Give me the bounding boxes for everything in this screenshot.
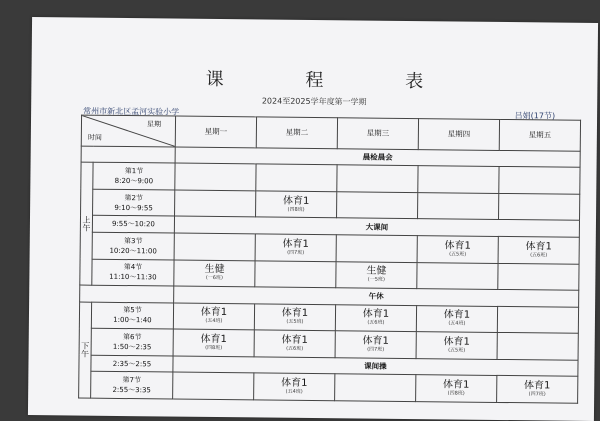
period-label [92,232,174,260]
class-cell [418,192,499,220]
class-group: (一6班) [205,275,223,282]
semester-subtitle: 2024至2025学年度第一学期 [261,96,367,107]
header-row [81,115,580,151]
break-time-empty [80,285,174,302]
period-label [92,259,174,287]
class-group: (五6班) [286,345,304,352]
period-time: 11:10～11:30 [109,273,157,282]
class-group: (四7班) [367,346,385,353]
break-label: 大课间 [174,217,579,238]
course-name: 体育1 [443,379,470,391]
course-name: 体育1 [524,380,551,392]
class-group: (五6班) [530,251,548,259]
class-group: (五4班) [205,318,223,325]
class-group: (四7班) [287,249,305,256]
day-header: 星期一 [175,116,256,148]
class-cell [174,260,255,288]
class-cell [173,372,254,400]
course-name: 体育1 [362,335,389,347]
class-cell [335,304,416,332]
class-cell [497,376,578,404]
day-header: 星期三 [337,118,418,150]
class-cell [255,260,336,288]
school-name: 常州市新北区孟河实验小学 [83,106,180,117]
class-cell [254,303,335,331]
period-name: 第7节 [122,376,142,385]
class-cell [254,330,335,358]
class-cell [256,164,337,192]
period-label [93,162,175,190]
class-cell [497,306,578,334]
course-name: 生健 [366,265,387,278]
period-name: 第4节 [123,263,143,272]
period-name: 第6节 [122,333,142,342]
break-time: 2:35～2:55 [91,355,173,372]
class-cell [337,192,418,220]
half-label-morning: 上午 [80,162,93,285]
class-group: (五6班) [367,319,385,327]
period-row [79,371,578,403]
break-label: 晨检晨会 [175,147,580,168]
class-cell [173,303,254,331]
corner-label-day: 星期 [146,120,162,129]
class-cell [499,193,580,221]
period-name: 第3节 [123,236,143,245]
course-name: 体育1 [443,336,470,348]
course-name: 体育1 [282,195,310,207]
class-cell [416,375,497,403]
period-name: 第1节 [124,166,144,176]
class-group: (四7班) [528,391,546,398]
period-label [91,371,173,399]
class-cell [336,261,417,289]
course-name: 体育1 [443,309,471,322]
period-label [93,189,175,217]
course-name: 体育1 [282,238,309,250]
class-cell [499,167,580,195]
class-cell [416,332,497,360]
class-group: (四8班) [447,390,465,397]
class-cell [173,329,254,357]
class-cell [335,331,416,359]
class-cell [497,333,578,361]
class-group: (四8班) [205,344,223,352]
class-cell [337,165,418,193]
class-cell [498,236,579,264]
period-time: 1:50～2:35 [112,342,152,352]
course-name: 体育1 [525,240,552,253]
course-name: 体育1 [281,334,308,346]
break-time-empty [81,146,175,163]
course-name: 生健 [204,264,225,276]
period-time: 1:00～1:40 [113,316,152,325]
class-group: (五4班) [448,320,466,327]
period-label [91,328,173,356]
course-name: 体育1 [200,307,228,319]
class-group: (四8班) [287,206,305,213]
period-time: 9:10～9:55 [114,203,153,212]
period-time: 2:55～3:35 [112,386,151,395]
class-cell [335,374,416,402]
class-cell [418,166,499,194]
class-group: (五5班) [449,251,467,258]
class-cell [336,235,417,263]
page-title: 课 程 表 [205,68,462,93]
course-name: 体育1 [281,377,308,390]
period-label [91,302,173,330]
corner-cell [81,115,175,147]
timetable-grid [78,115,581,404]
day-header: 星期五 [499,119,580,151]
timetable-paper [28,17,598,421]
period-time: 10:20～11:00 [109,246,157,256]
course-name: 体育1 [281,308,309,320]
teacher-name: 吕娟(17节) [514,111,556,121]
class-cell [255,234,336,262]
class-cell [254,373,335,401]
class-cell [174,233,255,261]
day-header: 星期二 [256,117,337,149]
class-cell [256,191,337,219]
class-cell [417,235,498,263]
course-name: 体育1 [200,333,227,346]
class-group: (五5班) [286,319,304,326]
class-group: (五5班) [448,347,466,354]
class-group: (五4班) [285,388,303,396]
class-cell [175,163,256,191]
class-cell [498,263,579,291]
day-header: 星期四 [418,119,499,151]
corner-label-time: 时间 [87,133,102,142]
course-name: 体育1 [444,240,471,252]
period-name: 第2节 [124,193,143,202]
course-name: 体育1 [362,308,390,321]
half-label-afternoon: 下午 [79,302,92,399]
class-cell [416,305,497,333]
break-time: 9:55～10:20 [92,216,174,233]
break-label: 午休 [174,286,579,307]
break-label: 课间操 [173,356,578,377]
class-cell [417,262,498,290]
class-cell [175,190,256,218]
class-group: (一5班) [367,276,385,284]
period-time: 8:20～9:00 [114,176,154,186]
period-name: 第5节 [123,306,142,315]
